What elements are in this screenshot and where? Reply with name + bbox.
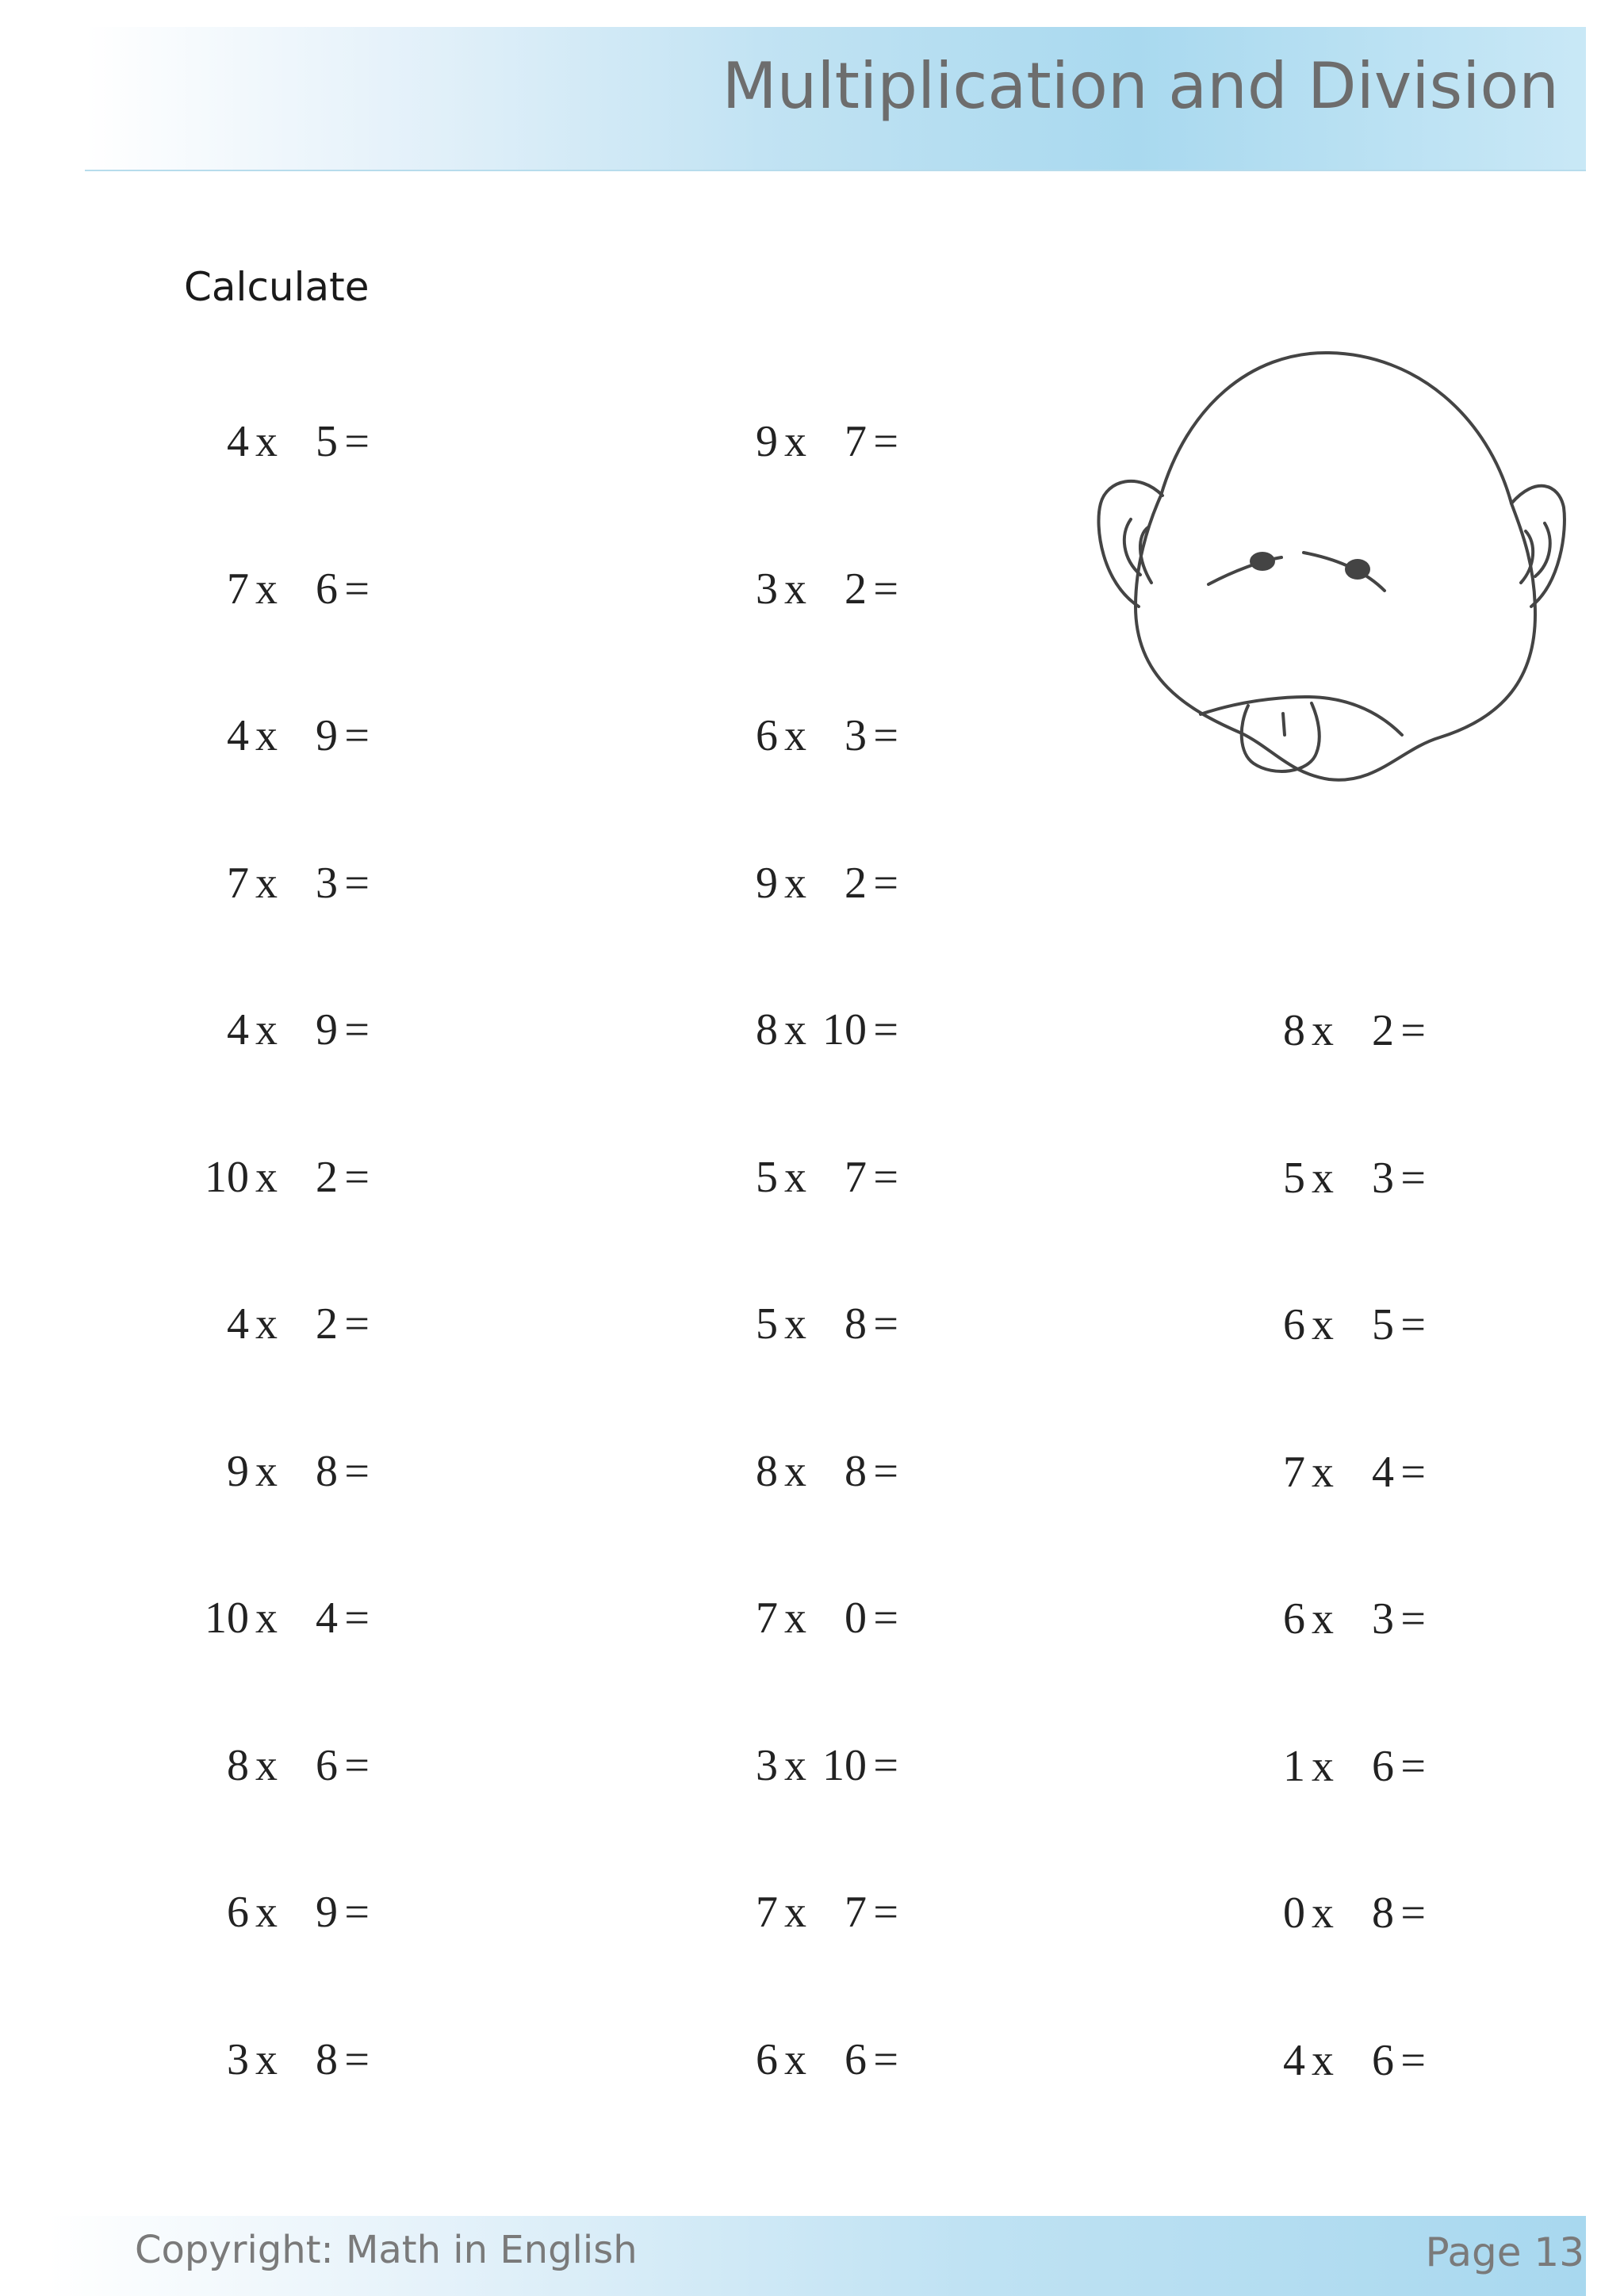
problem-item [1220, 1741, 1426, 1804]
problem-item [163, 564, 370, 627]
operand-b: 6 [845, 2034, 867, 2084]
problem-item [692, 1446, 898, 1510]
problem-item [692, 564, 898, 627]
operator-symbol: x [1312, 1888, 1334, 1938]
operand-a: 5 [756, 1152, 778, 1202]
operand-b: 2 [316, 1152, 338, 1202]
operator-symbol: x [784, 1740, 806, 1790]
problem-item [1220, 1447, 1426, 1510]
problem-item [692, 1593, 898, 1656]
equals-sign: = [1400, 1594, 1426, 1644]
operator-symbol: x [784, 1446, 806, 1496]
operator-symbol: x [784, 1299, 806, 1349]
operator-symbol: x [784, 1594, 806, 1643]
operator-symbol: x [255, 1005, 278, 1054]
operand-a: 7 [227, 564, 249, 614]
equals-sign: = [344, 711, 370, 760]
operator-symbol: x [1312, 1006, 1334, 1055]
operand-b: 9 [316, 1005, 338, 1054]
operand-b: 4 [316, 1594, 338, 1643]
operator-symbol: x [255, 564, 278, 614]
operand-a: 4 [227, 417, 249, 466]
operand-b: 6 [316, 1740, 338, 1790]
equals-sign: = [344, 2034, 370, 2084]
operand-b: 6 [1372, 2035, 1394, 2085]
operand-b: 6 [316, 564, 338, 614]
operand-a: 7 [756, 1888, 778, 1937]
operator-symbol: x [255, 417, 278, 466]
right-ear-inner-2 [1535, 523, 1550, 576]
right-eye-line [1304, 553, 1385, 591]
copyright-text: Copyright: Math in English [135, 2228, 638, 2272]
operator-symbol: x [784, 1005, 806, 1054]
operand-b: 0 [845, 1594, 867, 1643]
operand-a: 8 [1283, 1006, 1305, 1055]
left-eye [1250, 552, 1275, 571]
operand-b: 2 [845, 564, 867, 614]
equals-sign: = [344, 1740, 370, 1790]
equals-sign: = [873, 711, 898, 760]
problem-item [1220, 1299, 1426, 1363]
problem-item [163, 710, 370, 774]
right-ear [1511, 486, 1565, 607]
equals-sign: = [344, 564, 370, 614]
operand-a: 9 [756, 417, 778, 466]
problem-item [692, 1887, 898, 1950]
operand-a: 7 [1283, 1447, 1305, 1497]
operand-a: 5 [756, 1299, 778, 1349]
instruction-label: Calculate [184, 264, 370, 310]
operator-symbol: x [1312, 1741, 1334, 1791]
operand-b: 4 [1372, 1447, 1394, 1497]
operand-b: 8 [316, 2034, 338, 2084]
problem-item [163, 1299, 370, 1362]
problem-item [1220, 1005, 1426, 1069]
equals-sign: = [873, 858, 898, 908]
operand-a: 6 [756, 711, 778, 760]
equals-sign: = [1400, 2035, 1426, 2085]
equals-sign: = [1400, 1888, 1426, 1938]
operator-symbol: x [1312, 1594, 1334, 1644]
operand-b: 3 [1372, 1594, 1394, 1644]
problem-item [163, 1152, 370, 1215]
operand-a: 4 [1283, 2035, 1305, 2085]
operand-b: 8 [845, 1446, 867, 1496]
page-title: Multiplication and Division [722, 49, 1559, 123]
equals-sign: = [344, 1888, 370, 1937]
operand-a: 10 [205, 1594, 249, 1643]
equals-sign: = [344, 417, 370, 466]
operand-b: 8 [1372, 1888, 1394, 1938]
equals-sign: = [873, 1594, 898, 1643]
problem-item [1220, 1153, 1426, 1216]
equals-sign: = [873, 1888, 898, 1937]
page-number: Page 13 [1425, 2229, 1584, 2275]
operand-b: 9 [316, 711, 338, 760]
operator-symbol: x [784, 417, 806, 466]
operand-a: 5 [1283, 1153, 1305, 1203]
operator-symbol: x [784, 1152, 806, 1202]
problem-item [163, 2034, 370, 2098]
operand-a: 9 [227, 1446, 249, 1496]
operator-symbol: x [255, 1299, 278, 1349]
equals-sign: = [344, 1152, 370, 1202]
left-ear [1099, 481, 1162, 607]
operator-symbol: x [255, 858, 278, 908]
problem-item [163, 858, 370, 921]
problem-item [692, 1004, 898, 1068]
equals-sign: = [344, 858, 370, 908]
problem-item [692, 1299, 898, 1362]
problem-item [692, 710, 898, 774]
operand-a: 3 [756, 1740, 778, 1790]
tongue-line [1283, 714, 1285, 735]
operand-a: 3 [227, 2034, 249, 2084]
tongue [1242, 703, 1320, 771]
operand-a: 3 [756, 564, 778, 614]
operand-b: 8 [316, 1446, 338, 1496]
equals-sign: = [344, 1446, 370, 1496]
operator-symbol: x [1312, 1447, 1334, 1497]
equals-sign: = [873, 1152, 898, 1202]
problem-item [163, 1740, 370, 1804]
operand-a: 6 [227, 1888, 249, 1937]
operand-a: 9 [756, 858, 778, 908]
equals-sign: = [873, 1005, 898, 1054]
problem-item [692, 1740, 898, 1804]
operator-symbol: x [784, 858, 806, 908]
operand-a: 6 [1283, 1300, 1305, 1349]
equals-sign: = [873, 1446, 898, 1496]
operand-b: 3 [1372, 1153, 1394, 1203]
operand-b: 7 [845, 1888, 867, 1937]
operand-a: 8 [756, 1005, 778, 1054]
operand-a: 6 [1283, 1594, 1305, 1644]
operand-b: 5 [316, 417, 338, 466]
operator-symbol: x [255, 1888, 278, 1937]
equals-sign: = [1400, 1006, 1426, 1055]
operand-b: 7 [845, 417, 867, 466]
problem-item [1220, 2035, 1426, 2099]
operand-a: 4 [227, 711, 249, 760]
operator-symbol: x [784, 564, 806, 614]
operand-b: 10 [822, 1005, 867, 1054]
operator-symbol: x [1312, 1153, 1334, 1203]
operand-a: 8 [756, 1446, 778, 1496]
operator-symbol: x [1312, 2035, 1334, 2085]
problem-item [692, 858, 898, 921]
head-outline [1136, 353, 1535, 780]
problem-item [163, 1446, 370, 1510]
sad-face-tongue-out-icon [1091, 345, 1567, 868]
operand-a: 4 [227, 1299, 249, 1349]
operand-b: 10 [822, 1740, 867, 1790]
problem-item [692, 1152, 898, 1215]
operator-symbol: x [255, 1740, 278, 1790]
problem-item [1220, 1594, 1426, 1657]
problem-item [692, 2034, 898, 2098]
operand-b: 2 [1372, 1006, 1394, 1055]
equals-sign: = [344, 1299, 370, 1349]
equals-sign: = [344, 1594, 370, 1643]
operator-symbol: x [255, 1152, 278, 1202]
equals-sign: = [873, 2034, 898, 2084]
operator-symbol: x [255, 711, 278, 760]
problem-item [163, 1004, 370, 1068]
operand-b: 6 [1372, 1741, 1394, 1791]
operator-symbol: x [255, 1594, 278, 1643]
problem-item [692, 416, 898, 480]
operand-a: 0 [1283, 1888, 1305, 1938]
operand-b: 5 [1372, 1300, 1394, 1349]
operand-a: 1 [1283, 1741, 1305, 1791]
problem-item [163, 1593, 370, 1656]
equals-sign: = [1400, 1153, 1426, 1203]
operator-symbol: x [255, 1446, 278, 1496]
equals-sign: = [873, 564, 898, 614]
equals-sign: = [873, 1299, 898, 1349]
operand-b: 2 [845, 858, 867, 908]
operand-b: 8 [845, 1299, 867, 1349]
equals-sign: = [344, 1005, 370, 1054]
operator-symbol: x [784, 2034, 806, 2084]
operator-symbol: x [784, 711, 806, 760]
equals-sign: = [873, 417, 898, 466]
operand-a: 7 [756, 1594, 778, 1643]
operand-a: 4 [227, 1005, 249, 1054]
problem-item [163, 1887, 370, 1950]
operand-a: 7 [227, 858, 249, 908]
operator-symbol: x [784, 1888, 806, 1937]
equals-sign: = [1400, 1741, 1426, 1791]
operand-b: 3 [316, 858, 338, 908]
operand-b: 7 [845, 1152, 867, 1202]
operand-b: 2 [316, 1299, 338, 1349]
operand-a: 8 [227, 1740, 249, 1790]
problem-item [163, 416, 370, 480]
problem-item [1220, 1888, 1426, 1951]
operand-a: 10 [205, 1152, 249, 1202]
operand-b: 3 [845, 711, 867, 760]
equals-sign: = [1400, 1300, 1426, 1349]
operator-symbol: x [1312, 1300, 1334, 1349]
operand-a: 6 [756, 2034, 778, 2084]
operand-b: 9 [316, 1888, 338, 1937]
right-eye [1345, 559, 1370, 580]
equals-sign: = [873, 1740, 898, 1790]
operator-symbol: x [255, 2034, 278, 2084]
equals-sign: = [1400, 1447, 1426, 1497]
